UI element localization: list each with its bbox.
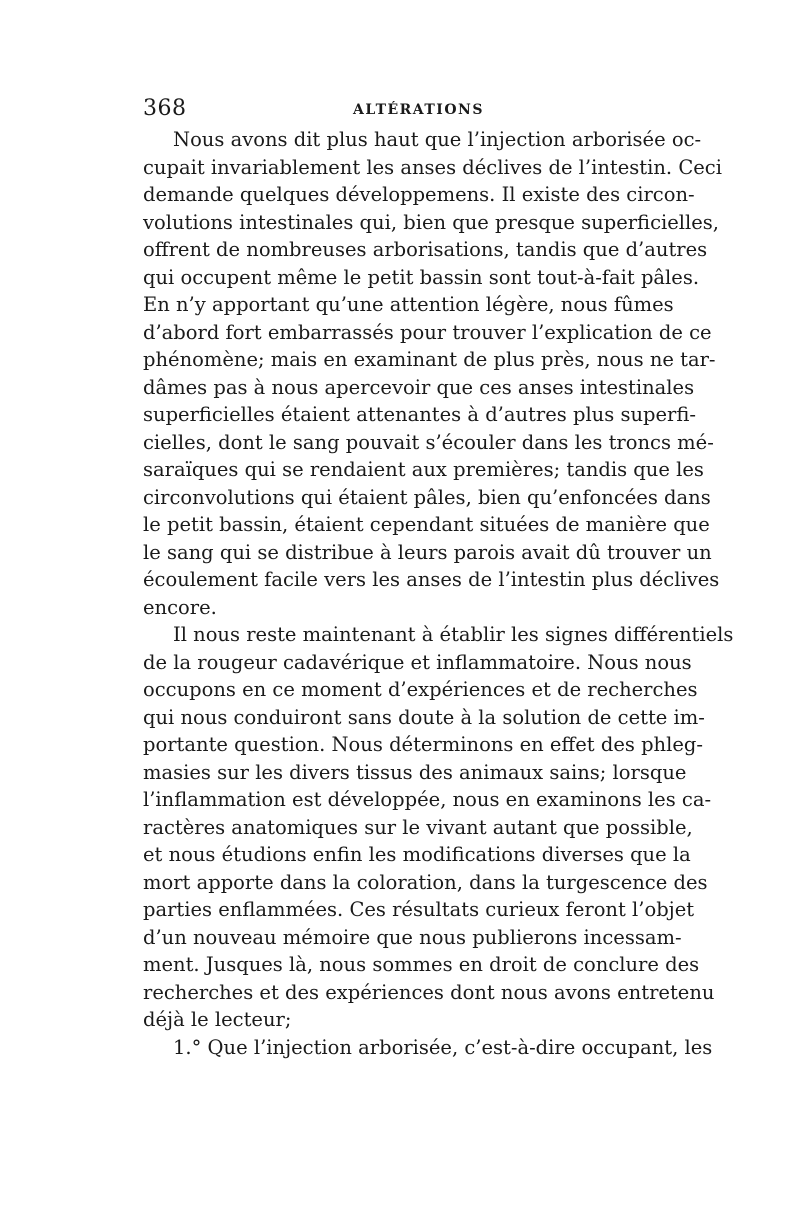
text-line: Nous avons dit plus haut que l’injection arborisée oc- [173,128,702,151]
text-line: parties enflammées. Ces résultats curieux feront l’objet [143,898,695,921]
text-line: phénomène; mais en examinant de plus près, nous ne tar- [143,348,716,371]
text-line: qui nous conduiront sans doute à la solution de cette im- [143,705,705,729]
text-line: En n’y apportant qu’une attention légère, nous fûmes [143,293,674,316]
body-text [143,126,734,1061]
page-number: 368 [143,96,187,121]
text-line: portante question. Nous déterminons en effet des phleg- [143,733,703,756]
text-line: écoulement facile vers les anses de l’intestin plus déclives [143,568,720,591]
text-line: occupons en ce moment d’expériences et de recherches [143,678,698,701]
text-line: et nous étudions enfin les modifications diverses que la [143,843,691,866]
text-line: offrent de nombreuses arborisations, tandis que d’autres [143,238,708,261]
text-line: saraïques qui se rendaient aux premières; tandis que les [143,458,704,481]
text-line: déjà le lecteur; [143,1008,292,1031]
text-line: qui occupent même le petit bassin sont tout-à-fait pâles. [143,265,700,289]
page-header [143,96,663,126]
text-line: encore. [143,595,217,619]
text-line: ractères anatomiques sur le vivant autant que possible, [143,815,693,839]
text-line: cielles, dont le sang pouvait s’écouler dans les troncs mé- [143,430,714,454]
text-line: le sang qui se distribue à leurs parois avait dû trouver un [143,540,712,564]
text-line: Il nous reste maintenant à établir les signes différentiels [173,623,734,646]
text-line: l’inflammation est développée, nous en examinons les ca- [143,788,712,811]
text-line: de la rougeur cadavérique et inflammatoire. Nous nous [143,650,692,674]
text-line: d’abord fort embarrassés pour trouver l’explication de ce [143,320,712,344]
text-line: dâmes pas à nous apercevoir que ces anses intestinales [143,375,695,399]
text-line: circonvolutions qui étaient pâles, bien qu’enfoncées dans [143,485,711,509]
running-head: ALTÉRATIONS [353,102,484,118]
text-line: cupait invariablement les anses déclives de l’intestin. Ceci [143,155,722,179]
text-line: ment. Jusques là, nous sommes en droit de conclure des [143,953,700,976]
text-line: recherches et des expériences dont nous avons entretenu [143,980,715,1004]
text-line: demande quelques développemens. Il existe des circon- [143,183,695,206]
text-line: mort apporte dans la coloration, dans la turgescence des [143,870,708,894]
text-line: le petit bassin, étaient cependant situées de manière que [143,513,710,536]
text-line: 1.° Que l’injection arborisée, c’est-à-dire occupant, les [173,1035,713,1059]
text-line: superficielles étaient attenantes à d’autres plus superfi- [143,403,696,426]
text-line: d’un nouveau mémoire que nous publierons incessam- [143,925,682,949]
text-line: volutions intestinales qui, bien que presque superficielles, [143,210,719,234]
text-line: masies sur les divers tissus des animaux sains; lorsque [143,760,687,784]
